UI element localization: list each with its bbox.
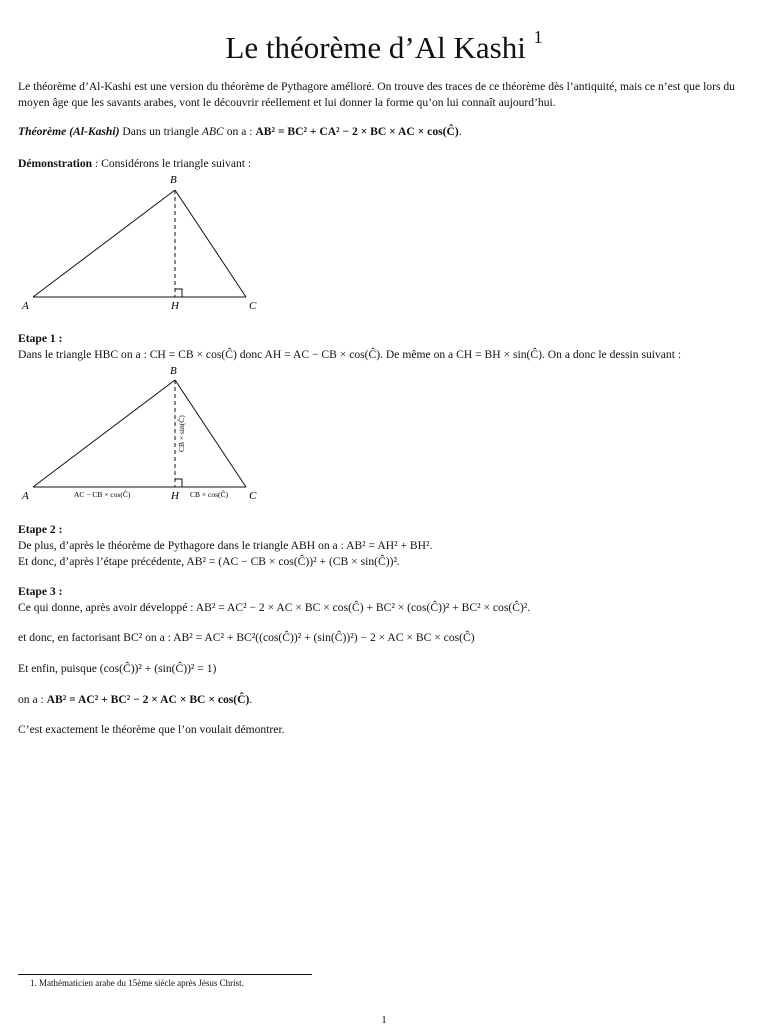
step2-line1: De plus, d’après le théorème de Pythagore dans le triangle ABH on a : AB² = AH² + BH².	[18, 539, 433, 552]
theorem-formula: AB² = BC² + CA² − 2 × BC × AC × cos(Ĉ)	[255, 125, 459, 138]
side-bc	[175, 190, 246, 297]
demonstration-label: Démonstration	[18, 157, 93, 170]
title-text: Le théorème d’Al Kashi	[225, 30, 526, 65]
theorem-text: Dans un triangle	[119, 125, 202, 138]
step3-line4	[18, 692, 753, 708]
label-c: C	[249, 300, 257, 312]
label-h: H	[171, 490, 179, 502]
label-bh-length: CB × sin(Ĉ)	[177, 415, 186, 452]
label-c: C	[249, 490, 257, 502]
step3	[18, 584, 753, 616]
demonstration-text: : Considérons le triangle suivant :	[92, 157, 252, 170]
step1-heading: Etape 1 :	[18, 332, 63, 345]
step3-line4-prefix: on a :	[18, 693, 47, 706]
right-angle-marker	[175, 479, 182, 487]
triangle-figure-2	[18, 362, 278, 504]
title-footnote-marker: 1	[533, 26, 543, 47]
step3-line3: Et enfin, puisque (cos(Ĉ))² + (sin(Ĉ))² = 1)	[18, 662, 217, 675]
page-number: 1	[381, 1014, 387, 1026]
side-ab	[33, 190, 175, 297]
theorem-triangle: ABC	[201, 125, 224, 138]
label-b: B	[170, 365, 177, 377]
theorem-on-a: on a :	[223, 125, 256, 138]
intro-paragraph: Le théorème d’Al-Kashi est une version du théorème de Pythagore amélioré. On trouve des traces de ce théorème dès l’antiquité, mais ce n’est que lors du moyen âge que les savants arabes, vont le découvrir réellement et lui donner la forme qu’on lui connaît aujourd’hui.	[18, 80, 735, 109]
step2-heading: Etape 2 :	[18, 523, 63, 536]
step3-heading: Etape 3 :	[18, 585, 63, 598]
step3-line1: Ce qui donne, après avoir développé : AB² = AC² − 2 × AC × BC × cos(Ĉ) + BC² × (cos(Ĉ))² + BC² × cos(Ĉ)².	[18, 601, 531, 614]
step2	[18, 522, 753, 570]
step1	[18, 331, 753, 363]
label-a: A	[22, 300, 29, 312]
footnote: 1. Mathématicien arabe du 15ème siècle après Jésus Christ.	[30, 978, 244, 988]
label-a: A	[22, 490, 29, 502]
step2-line2: Et donc, d’après l’étape précédente, AB² = (AC − CB × cos(Ĉ))² + (CB × sin(Ĉ))².	[18, 555, 400, 568]
step3-line4-end: .	[249, 693, 253, 706]
final-formula: AB² = AC² + BC² − 2 × AC × BC × cos(Ĉ)	[46, 693, 250, 706]
label-hc-length: CB × cos(Ĉ)	[190, 490, 228, 499]
label-h: H	[171, 300, 179, 312]
side-ab	[33, 380, 175, 487]
step1-line: Dans le triangle HBC on a : CH = CB × cos(Ĉ) donc AH = AC − CB × cos(Ĉ). De même on a CH = BH × sin(Ĉ). On a donc le dessin suivant :	[18, 348, 682, 361]
label-ah-length: AC − CB × cos(Ĉ)	[74, 490, 131, 499]
theorem-label: Théorème (Al-Kashi)	[18, 125, 120, 138]
triangle-figure-1	[18, 170, 278, 315]
footnote-rule	[18, 974, 312, 975]
theorem-end: .	[458, 125, 462, 138]
page-title	[0, 26, 768, 66]
label-b: B	[170, 174, 177, 186]
step3-line2: et donc, en factorisant BC² on a : AB² = AC² + BC²((cos(Ĉ))² + (sin(Ĉ))²) − 2 × AC × BC × cos(Ĉ)	[18, 631, 475, 644]
conclusion: C’est exactement le théorème que l’on voulait démontrer.	[18, 723, 285, 736]
right-angle-marker	[175, 289, 182, 297]
theorem-statement	[18, 124, 753, 140]
